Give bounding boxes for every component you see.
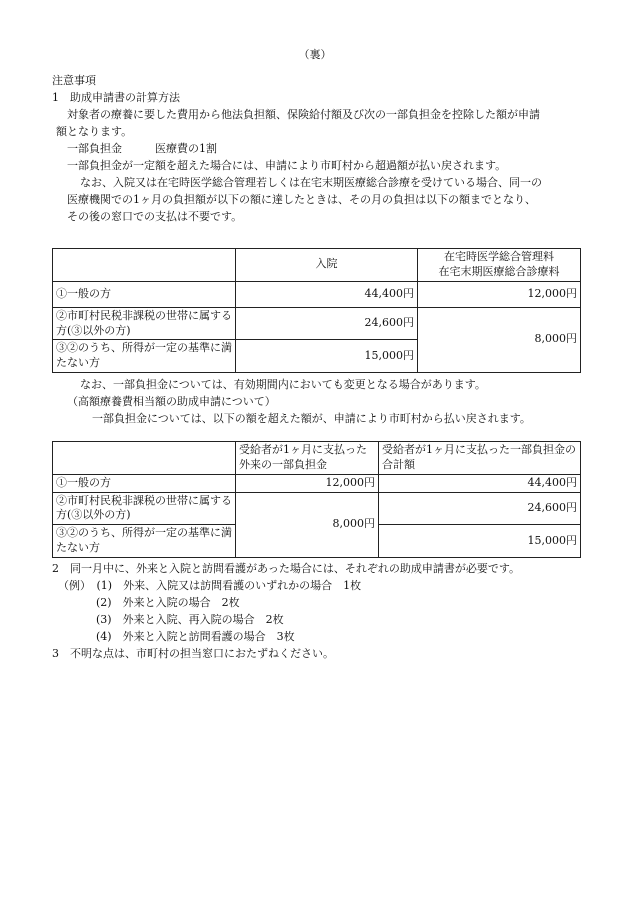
limit-table-1 [52, 248, 581, 373]
table-cell: ②市町村民税非課税の世帯に属する方(③以外の方) [53, 307, 236, 340]
table-cell: 44,400円 [379, 474, 581, 492]
section-2 [52, 560, 582, 662]
table-row [53, 442, 581, 475]
table-cell: 24,600円 [236, 307, 418, 340]
table-cell: 12,000円 [236, 474, 379, 492]
table-cell: 8,000円 [236, 492, 379, 557]
section-1-paragraph-2b: 医療機関での1ヶ月の負担額が以下の額に達したときは、その月の負担は以下の額までとなり、 [67, 193, 536, 207]
example-1: （例） (1) 外来、入院又は訪問看護のいずれかの場合 1枚 [58, 579, 362, 593]
table-row [53, 492, 581, 525]
table-row [53, 249, 581, 282]
partial-burden-line: 一部負担金 医療費の1割 [67, 142, 217, 156]
table-header-cell [53, 442, 236, 475]
page-header: （裏） [298, 48, 332, 61]
section-3-heading: 3 不明な点は、市町村の担当窓口におたずねください。 [52, 647, 334, 661]
high-cost-subheading: （高額療養費相当額の助成申請について） [67, 395, 276, 409]
table-cell: 15,000円 [379, 525, 581, 558]
table-cell: 8,000円 [418, 307, 581, 372]
table-row [53, 281, 581, 307]
section-1-paragraph-1a: 対象者の療養に要した費用から他法負担額、保険給付額及び次の一部負担金を控除した額が申請 [67, 108, 540, 122]
table-header-cell: 入院 [236, 249, 418, 282]
high-cost-description: 一部負担金については、以下の額を超えた額が、申請により市町村から払い戻されます。 [92, 412, 531, 426]
table-cell: 44,400円 [236, 281, 418, 307]
table-row [53, 474, 581, 492]
table-cell: ②市町村民税非課税の世帯に属する方(③以外の方) [53, 492, 236, 525]
table-cell: ①一般の方 [53, 281, 236, 307]
table-header-cell: 在宅時医学総合管理料 在宅末期医療総合診療料 [418, 249, 581, 282]
section-1-paragraph-1b: 額となります。 [56, 125, 133, 139]
table-cell: ①一般の方 [53, 474, 236, 492]
notes-section [52, 72, 582, 225]
limit-table-2 [52, 441, 581, 558]
notes-title: 注意事項 [52, 74, 96, 87]
table-cell: 12,000円 [418, 281, 581, 307]
table-cell: 24,600円 [379, 492, 581, 525]
table-header-cell: 受給者が1ヶ月に支払った一部負担金の合計額 [379, 442, 581, 475]
table-cell: 15,000円 [236, 340, 418, 373]
table-row [53, 307, 581, 340]
validity-note: なお、一部負担金については、有効期間内においても変更となる場合があります。 [80, 378, 486, 391]
table-header-cell [53, 249, 236, 282]
exceed-refund-line: 一部負担金が一定額を超えた場合には、申請により市町村から超過額が払い戻されます。 [67, 159, 507, 173]
example-3: (3) 外来と入院、再入院の場合 2枚 [96, 613, 284, 627]
section-1-paragraph-2c: その後の窓口での支払は不要です。 [67, 210, 243, 224]
section-1-heading: 1 助成申請書の計算方法 [52, 91, 180, 105]
section-2-heading: 2 同一月中に、外来と入院と訪問看護があった場合には、それぞれの助成申請書が必要です。 [52, 562, 521, 575]
table-header-cell: 受給者が1ヶ月に支払った外来の一部負担金 [236, 442, 379, 475]
after-table-1 [52, 376, 582, 427]
example-2: (2) 外来と入院の場合 2枚 [96, 596, 240, 610]
table-cell: ③②のうち、所得が一定の基準に満たない方 [53, 525, 236, 558]
table-cell: ③②のうち、所得が一定の基準に満たない方 [53, 340, 236, 373]
section-1-paragraph-2a: なお、入院又は在宅時医学総合管理若しくは在宅末期医療総合診療を受けている場合、同一の [80, 176, 542, 190]
example-4: (4) 外来と入院と訪問看護の場合 3枚 [96, 630, 295, 644]
